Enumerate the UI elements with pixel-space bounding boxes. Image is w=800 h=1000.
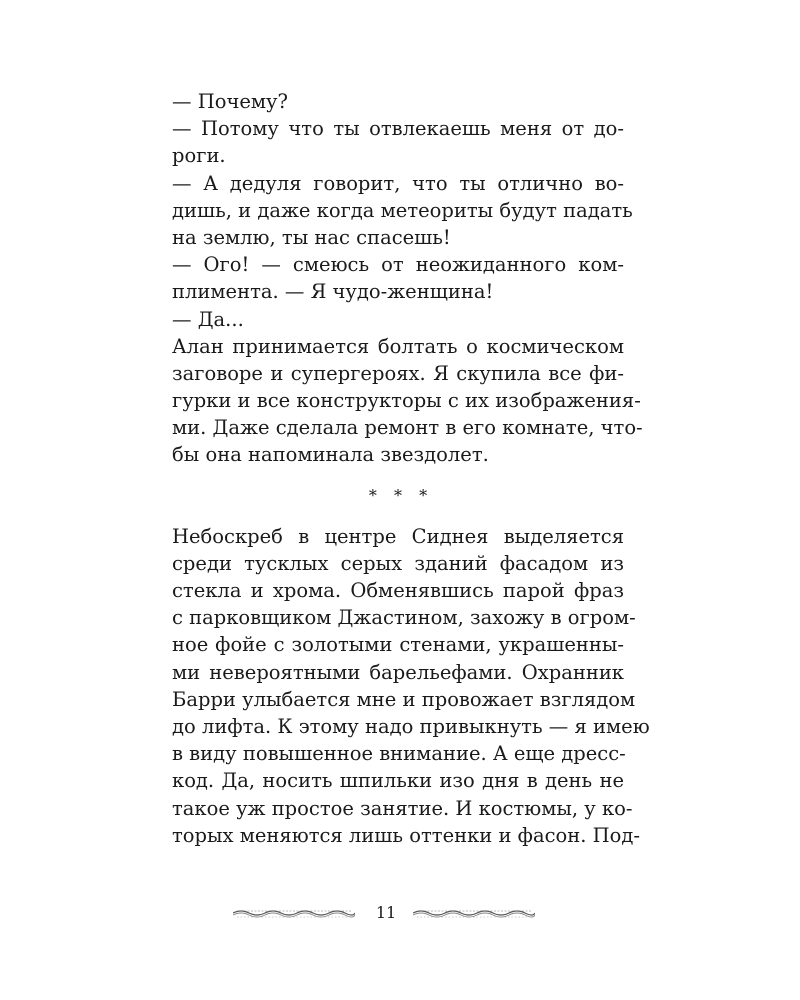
text-line: до лифта. К этому надо привыкнуть — я имею: [172, 714, 650, 738]
text-line: ми. Даже сделала ремонт в его комнате, что-: [172, 416, 643, 440]
book-page-text: [172, 88, 650, 849]
text-line: стекла и хрома. Обменявшись парой фраз: [172, 579, 624, 602]
text-line: Барри улыбается мне и провожает взглядом: [172, 687, 636, 711]
ornament-right-icon: [413, 908, 535, 918]
text-line: ное фойе с золотыми стенами, украшенны-: [172, 633, 624, 657]
text-line: бы она напоминала звездолет.: [172, 443, 489, 467]
page-number: 11: [375, 903, 397, 922]
ornament-left-icon: [233, 908, 355, 918]
text-line: Алан принимается болтать о космическом: [172, 334, 624, 358]
text-line: плимента. — Я чудо-женщина!: [172, 280, 494, 304]
text-line: заговоре и супергероях. Я скупила все фи-: [172, 361, 624, 385]
text-line: — Да...: [172, 307, 244, 331]
text-line: такое уж простое занятие. И костюмы, у ко-: [172, 796, 633, 820]
text-line: торых меняются лишь оттенки и фасон. Под-: [172, 823, 640, 847]
section-separator: * * *: [368, 485, 434, 505]
text-line: гурки и все конструкторы с их изображения-: [172, 389, 641, 413]
text-line: — Ого! — смеюсь от неожиданного ком-: [172, 253, 624, 277]
text-line: дишь, и даже когда метеориты будут падать: [172, 198, 633, 222]
text-line: среди тусклых серых зданий фасадом из: [172, 551, 624, 575]
text-line: с парковщиком Джастином, захожу в огром-: [172, 606, 636, 630]
text-line: роги.: [172, 144, 226, 168]
text-line: на землю, ты нас спасешь!: [172, 225, 451, 249]
text-line: ми невероятными барельефами. Охранник: [172, 660, 624, 684]
text-line: — А дедуля говорит, что ты отлично во-: [172, 171, 624, 195]
text-line: в виду повышенное внимание. А еще дресс-: [172, 742, 626, 766]
text-line: код. Да, носить шпильки изо дня в день не: [172, 769, 624, 793]
page-footer: [0, 900, 800, 926]
text-line: — Почему?: [172, 90, 288, 113]
text-line: Небоскреб в центре Сиднея выделяется: [172, 524, 624, 548]
text-line: — Потому что ты отвлекаешь меня от до-: [172, 117, 624, 141]
